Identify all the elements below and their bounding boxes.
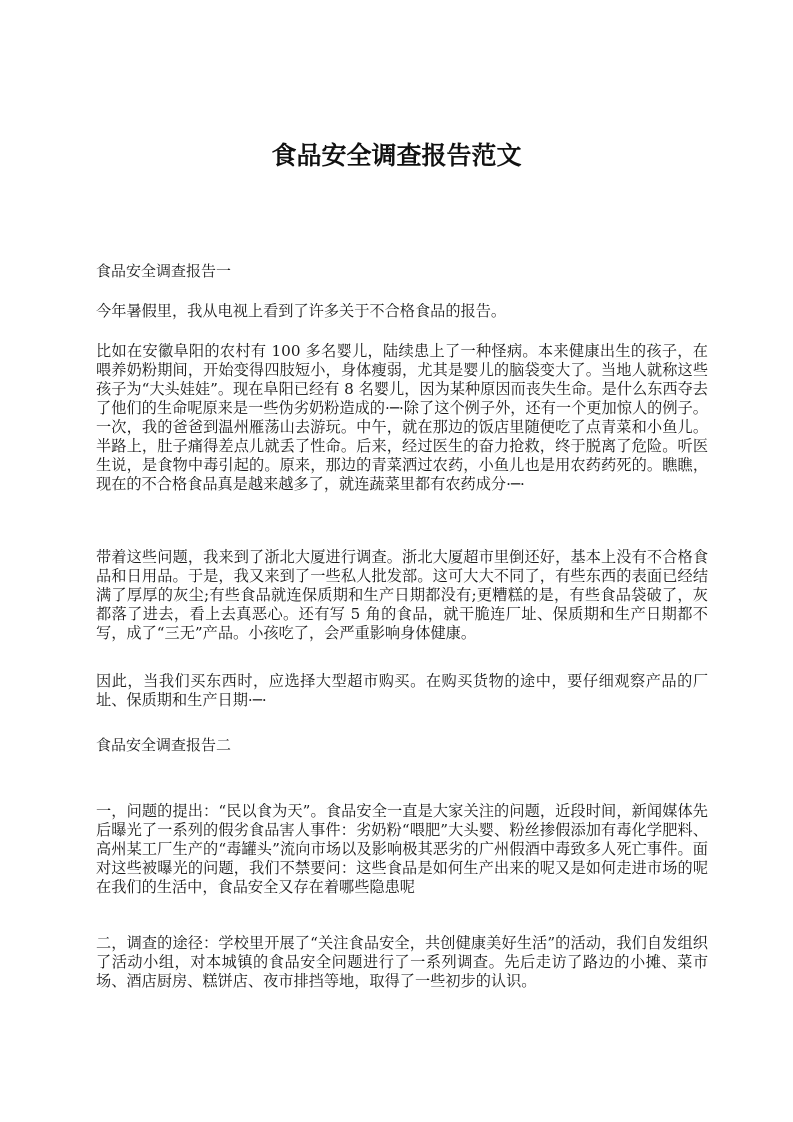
paragraph-conclusion: 因此，当我们买东西时，应选择大型超市购买。在购买货物的途中，要仔细观察产品的厂址、保质期和生产日期·─·: [96, 672, 708, 709]
paragraph-method: 二，调查的途径：学校里开展了“关注食品安全，共创健康美好生活”的活动，我们自发组织了活动小组，对本城镇的食品安全问题进行了一系列调查。先后走访了路边的小摊、菜市场、酒店厨房、糕饼店、夜市排挡等地，取得了一些初步的认识。: [96, 934, 708, 990]
paragraph-examples: 比如在安徽阜阳的农村有 100 多名婴儿，陆续患上了一种怪病。本来健康出生的孩子，在喂养奶粉期间，开始变得四肢短小，身体瘦弱，尤其是婴儿的脑袋变大了。当地人就称这些孩子为“大头娃娃”。现在阜阳已经有 8 名婴儿，因为某种原因而丧失生命。是什么东西夺去了他们的生命呢原来是一些伪劣奶粉造成的·─·除了这个例子外，还有一个更加惊人的例子。一次，我的爸爸到温州雁荡山去游玩。中午，就在那边的饭店里随便吃了点青菜和小鱼儿。半路上，肚子痛得差点儿就丢了性命。后来，经过医生的奋力抢救，终于脱离了危险。听医生说，是食物中毒引起的。原来，那边的青菜洒过农药，小鱼儿也是用农药药死的。瞧瞧，现在的不合格食品真是越来越多了，就连蔬菜里都有农药成分·─·: [96, 342, 708, 493]
paragraph-investigation: 带着这些问题，我来到了浙北大厦进行调查。浙北大厦超市里倒还好，基本上没有不合格食品和日用品。于是，我又来到了一些私人批发部。这可大大不同了，有些东西的表面已经结满了厚厚的灰尘;有些食品就连保质期和生产日期都没有;更糟糕的是，有些食品袋破了，灰都落了进去，看上去真恶心。还有写 5 角的食品，就干脆连厂址、保质期和生产日期都不写，成了“三无”产品。小孩吃了，会严重影响身体健康。: [96, 548, 708, 642]
paragraph-intro: 今年暑假里，我从电视上看到了许多关于不合格食品的报告。: [96, 302, 507, 320]
document-title: 食品安全调查报告范文: [271, 141, 522, 170]
report-two-heading: 食品安全调查报告二: [96, 736, 232, 754]
report-one-heading: 食品安全调查报告一: [96, 262, 232, 280]
paragraph-problem: 一，问题的提出：“民以食为天”。食品安全一直是大家关注的问题，近段时间，新闻媒体先后曝光了一系列的假劣食品害人事件：劣奶粉“喂肥”大头婴、粉丝掺假添加有毒化学肥料、高州某工厂生产的“毒罐头”流向市场以及影响极其恶劣的广州假酒中毒致多人死亡事件。面对这些被曝光的问题，我们不禁要问：这些食品是如何生产出来的呢又是如何走进市场的呢在我们的生活中，食品安全又存在着哪些隐患呢: [96, 802, 708, 896]
